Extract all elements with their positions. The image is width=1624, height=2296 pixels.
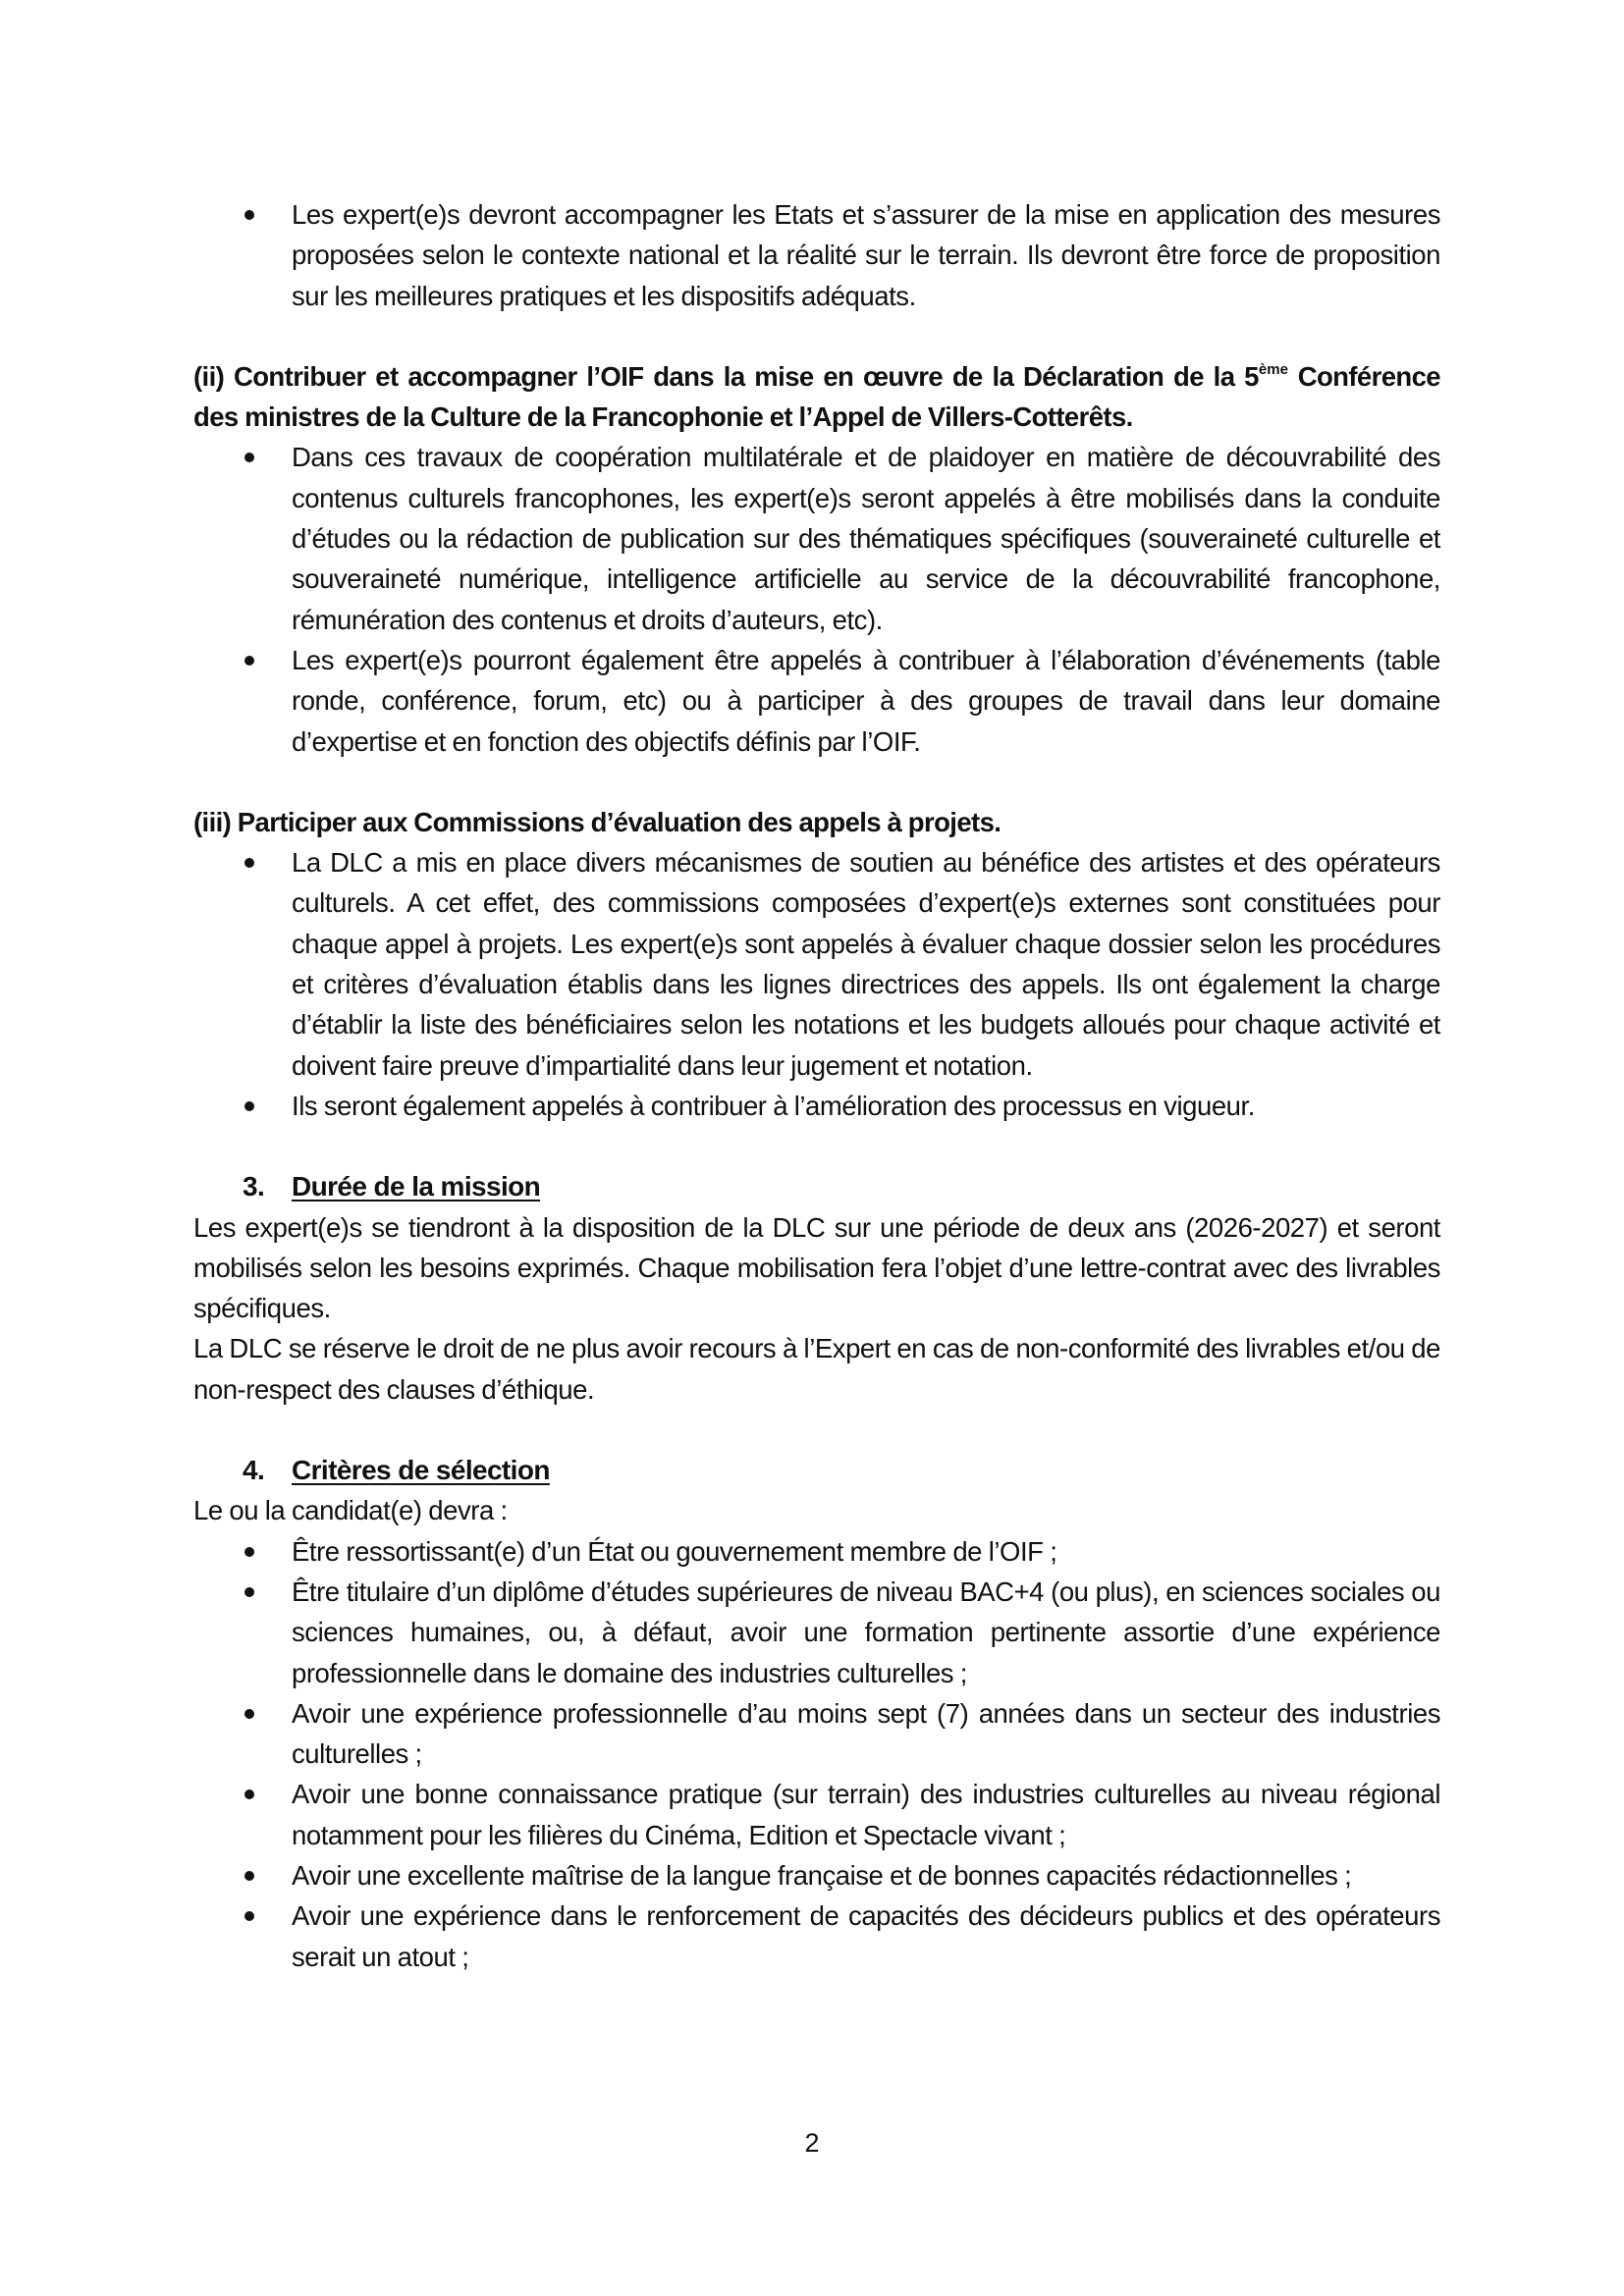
bullet-text: Être titulaire d’un diplôme d’études supérieures de niveau BAC+4 (ou plus), en sciences sociales ou sciences humaines, ou, à défaut, avoir une formation pertinente assortie d’une expérience professionnelle dans le domaine des industries culturelles ;	[292, 1575, 1440, 1688]
bullet-icon	[244, 858, 254, 868]
section-number: 4.	[243, 1455, 265, 1486]
list-item	[193, 842, 1440, 1086]
page-number: 2	[804, 2128, 820, 2158]
section-ii-bullets	[193, 437, 1440, 761]
section-3-paragraph: La DLC se réserve le droit de ne plus avoir recours à l’Expert en cas de non-conformité des livrables et/ou de non-respect des clauses d’éthique.	[193, 1333, 1440, 1405]
bullet-icon	[244, 1101, 254, 1111]
bullet-icon	[244, 1911, 254, 1921]
bullet-icon	[244, 453, 254, 462]
section-ii-heading	[193, 356, 1440, 438]
list-item	[193, 1855, 1440, 1896]
section-3-heading	[193, 1166, 1440, 1206]
spacer	[193, 762, 1440, 802]
list-item	[193, 640, 1440, 762]
list-item	[193, 194, 1440, 316]
list-item	[193, 437, 1440, 639]
bullet-text: Avoir une expérience professionnelle d’au moins sept (7) années dans un secteur des industries culturelles ;	[292, 1697, 1440, 1770]
bullet-icon	[244, 1709, 254, 1719]
bullet-icon	[244, 1871, 254, 1881]
bullet-icon	[244, 656, 254, 666]
list-item	[193, 1693, 1440, 1775]
bullet-icon	[244, 1789, 254, 1799]
section-iii-heading: (iii) Participer aux Commissions d’évaluation des appels à projets.	[193, 806, 1001, 837]
document-page	[193, 194, 1440, 1977]
section-4-intro: Le ou la candidat(e) devra :	[193, 1495, 508, 1526]
heading-text: Conférence des ministres de la Culture de la Francophonie et l’Appel de Villers-Cotterêts.	[193, 360, 1440, 433]
section-title: Critères de sélection	[292, 1455, 550, 1486]
bullet-text: Avoir une expérience dans le renforcement de capacités des décideurs publics et des opérateurs serait un atout ;	[292, 1900, 1440, 1972]
list-item	[193, 1531, 1440, 1572]
list-item	[193, 1572, 1440, 1693]
section-number: 3.	[243, 1171, 265, 1202]
heading-text: (ii) Contribuer et accompagner l’OIF dans la mise en œuvre de la Déclaration de la 5	[193, 360, 1259, 392]
spacer	[193, 316, 1440, 356]
intro-bullet-list	[193, 194, 1440, 316]
bullet-icon	[244, 1587, 254, 1597]
bullet-text: Ils seront également appelés à contribuer à l’amélioration des processus en vigueur.	[292, 1090, 1255, 1121]
bullet-text: Dans ces travaux de coopération multilatérale et de plaidoyer en matière de découvrabilité des contenus culturels francophones, les expert(e)s seront appelés à être mobilisés dans la conduite d’études ou la rédaction de publication sur des thématiques spécifiques (souveraineté culturelle et souveraineté numérique, intelligence artificielle au service de la découvrabilité francophone, rémunération des contenus et droits d’auteurs, etc).	[292, 442, 1440, 635]
bullet-text: Avoir une excellente maîtrise de la langue française et de bonnes capacités rédactionnelles ;	[292, 1859, 1352, 1891]
ordinal-superscript: ème	[1258, 360, 1288, 378]
spacer	[193, 1126, 1440, 1166]
bullet-text: Les expert(e)s devront accompagner les Etats et s’assurer de la mise en application des mesures proposées selon le contexte national et la réalité sur le terrain. Ils devront être force de proposition sur les meilleures pratiques et les dispositifs adéquats.	[292, 199, 1440, 311]
bullet-icon	[244, 1547, 254, 1557]
bullet-text: Les expert(e)s pourront également être appelés à contribuer à l’élaboration d’événements (table ronde, conférence, forum, etc) ou à participer à des groupes de travail dans leur domaine d’expertise et en fonction des objectifs définis par l’OIF.	[292, 644, 1440, 757]
section-3-paragraph: Les expert(e)s se tiendront à la disposition de la DLC sur une période de deux ans (2026-2027) et seront mobilisés selon les besoins exprimés. Chaque mobilisation fera l’objet d’une lettre-contrat avec des livrables spécifiques.	[193, 1211, 1440, 1324]
section-4-heading	[193, 1450, 1440, 1490]
bullet-text: Être ressortissant(e) d’un État ou gouvernement membre de l’OIF ;	[292, 1535, 1057, 1567]
list-item	[193, 1774, 1440, 1855]
section-iii-bullets	[193, 842, 1440, 1126]
bullet-icon	[244, 210, 254, 220]
section-title: Durée de la mission	[292, 1171, 541, 1202]
bullet-text: Avoir une bonne connaissance pratique (sur terrain) des industries culturelles au niveau régional notamment pour les filières du Cinéma, Edition et Spectacle vivant ;	[292, 1779, 1440, 1850]
selection-criteria-list	[193, 1531, 1440, 1977]
list-item	[193, 1896, 1440, 1977]
list-item	[193, 1086, 1440, 1126]
spacer	[193, 1410, 1440, 1450]
bullet-text: La DLC a mis en place divers mécanismes de soutien au bénéfice des artistes et des opérateurs culturels. A cet effet, des commissions composées d’expert(e)s externes sont constituées pour chaque appel à projets. Les expert(e)s sont appelés à évaluer chaque dossier selon les procédures et critères d’évaluation établis dans les lignes directrices des appels. Ils ont également la charge d’établir la liste des bénéficiaires selon les notations et les budgets alloués pour chaque activité et doivent faire preuve d’impartialité dans leur jugement et notation.	[292, 847, 1440, 1081]
